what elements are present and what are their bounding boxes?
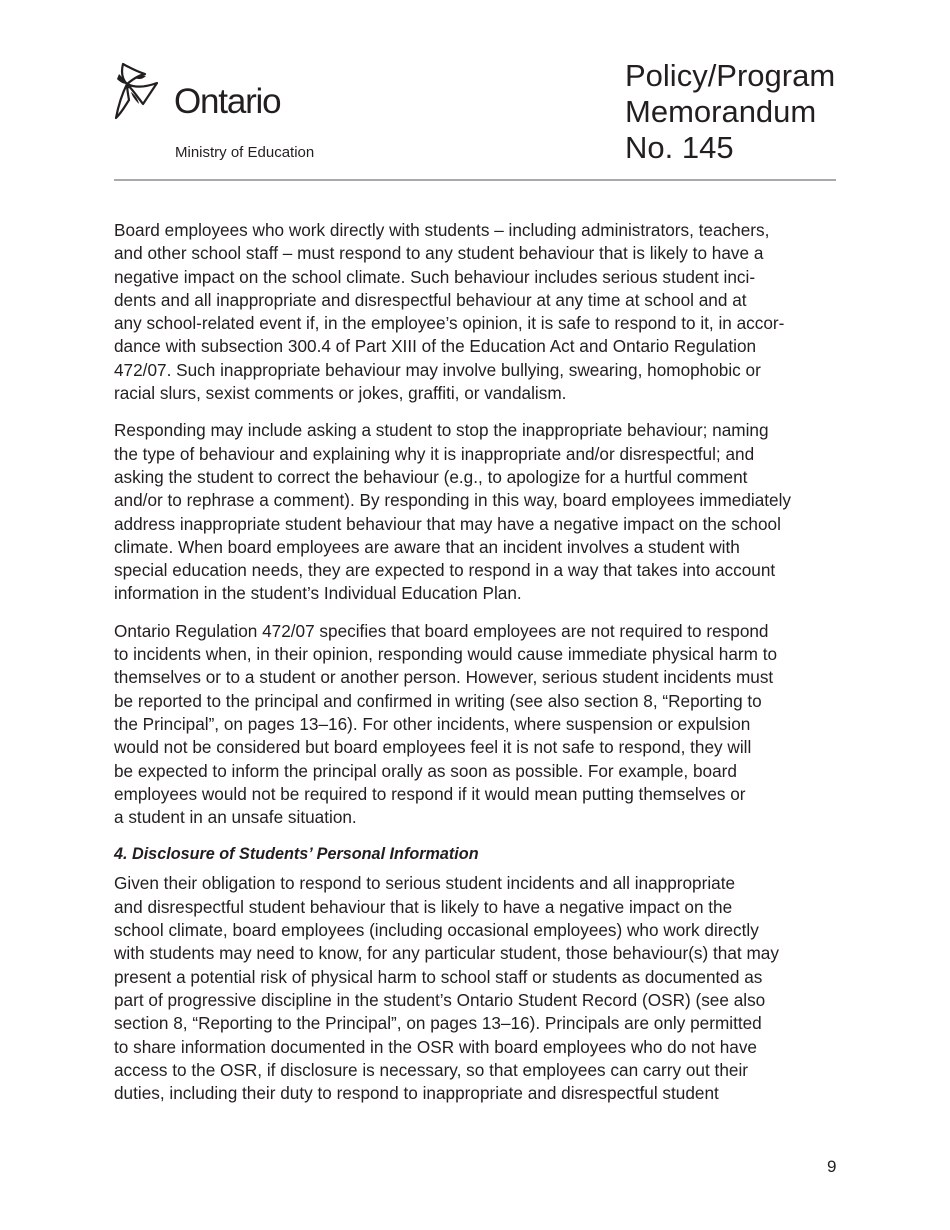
text-line: present a potential risk of physical harm to school staff or students as documented as — [114, 966, 763, 987]
text-line: Responding may include asking a student to stop the inappropriate behaviour; naming — [114, 420, 769, 441]
text-line: a student in an unsafe situation. — [114, 807, 357, 828]
memo-title-line: Memorandum — [625, 94, 817, 129]
text-line: dents and all inappropriate and disrespectful behaviour at any time at school and at — [114, 289, 747, 310]
text-line: the type of behaviour and explaining why it is inappropriate and/or disrespectful; and — [114, 443, 755, 464]
text-line: themselves or to a student or another person. However, serious student incidents must — [114, 667, 774, 688]
text-line: section 8, “Reporting to the Principal”, on pages 13–16). Principals are only permitted — [114, 1013, 762, 1034]
text-line: and/or to rephrase a comment). By responding in this way, board employees immediately — [114, 490, 792, 511]
header-divider — [114, 179, 836, 181]
text-line: and disrespectful student behaviour that is likely to have a negative impact on the — [114, 896, 733, 917]
text-line: climate. When board employees are aware that an incident involves a student with — [114, 536, 740, 557]
logo-wordmark: Ontario — [174, 82, 281, 121]
text-line: asking the student to correct the behaviour (e.g., to apologize for a hurtful comment — [114, 466, 748, 487]
memo-title-line: No. 145 — [625, 130, 734, 165]
paragraph-4 — [114, 872, 838, 1105]
text-line: Ontario Regulation 472/07 specifies that board employees are not required to respond — [114, 620, 769, 641]
text-line: any school-related event if, in the employee’s opinion, it is safe to respond to it, in accor- — [114, 313, 785, 334]
text-line: to incidents when, in their opinion, responding would cause immediate physical harm to — [114, 644, 778, 665]
text-line: address inappropriate student behaviour that may have a negative impact on the school — [114, 513, 781, 534]
text-line: school climate, board employees (including occasional employees) who work directly — [114, 920, 759, 941]
text-line: Board employees who work directly with students – including administrators, teachers, — [114, 220, 770, 240]
text-line: Given their obligation to respond to serious student incidents and all inappropriate — [114, 873, 736, 894]
memo-title — [625, 58, 835, 166]
ministry-name: Ministry of Education — [175, 144, 315, 161]
text-line: 472/07. Such inappropriate behaviour may involve bullying, swearing, homophobic or — [114, 359, 761, 380]
text-line: would not be considered but board employees feel it is not safe to respond, they will — [114, 737, 752, 758]
section-heading: 4. Disclosure of Students’ Personal Information — [114, 845, 479, 864]
text-line: negative impact on the school climate. Such behaviour includes serious student inci- — [114, 266, 756, 287]
ontario-logo — [113, 62, 313, 132]
document-body — [114, 219, 838, 1119]
text-line: dance with subsection 300.4 of Part XIII of the Education Act and Ontario Regulation — [114, 336, 757, 357]
text-line: the Principal”, on pages 13–16). For other incidents, where suspension or expulsion — [114, 713, 751, 734]
text-line: to share information documented in the OSR with board employees who do not have — [114, 1036, 757, 1057]
text-line: special education needs, they are expected to respond in a way that takes into account — [114, 560, 776, 581]
text-line: duties, including their duty to respond to inappropriate and disrespectful student — [114, 1083, 719, 1104]
page-number: 9 — [827, 1157, 837, 1176]
text-line: employees would not be required to respond if it would mean putting themselves or — [114, 783, 746, 804]
text-line: with students may need to know, for any particular student, those behaviour(s) that may — [114, 943, 779, 964]
text-line: racial slurs, sexist comments or jokes, graffiti, or vandalism. — [114, 383, 567, 404]
text-line: part of progressive discipline in the student’s Ontario Student Record (OSR) (see also — [114, 989, 766, 1010]
text-line: be expected to inform the principal orally as soon as possible. For example, board — [114, 760, 737, 781]
paragraph-3 — [114, 620, 838, 830]
text-line: access to the OSR, if disclosure is necessary, so that employees can carry out their — [114, 1059, 748, 1080]
paragraph-1 — [114, 219, 838, 405]
text-line: be reported to the principal and confirmed in writing (see also section 8, “Reporting to — [114, 690, 762, 711]
trillium-icon — [113, 62, 179, 124]
paragraph-2 — [114, 419, 838, 605]
text-line: information in the student’s Individual Education Plan. — [114, 583, 522, 604]
memo-title-line: Policy/Program — [625, 58, 836, 93]
text-line: and other school staff – must respond to any student behaviour that is likely to have a — [114, 243, 764, 264]
